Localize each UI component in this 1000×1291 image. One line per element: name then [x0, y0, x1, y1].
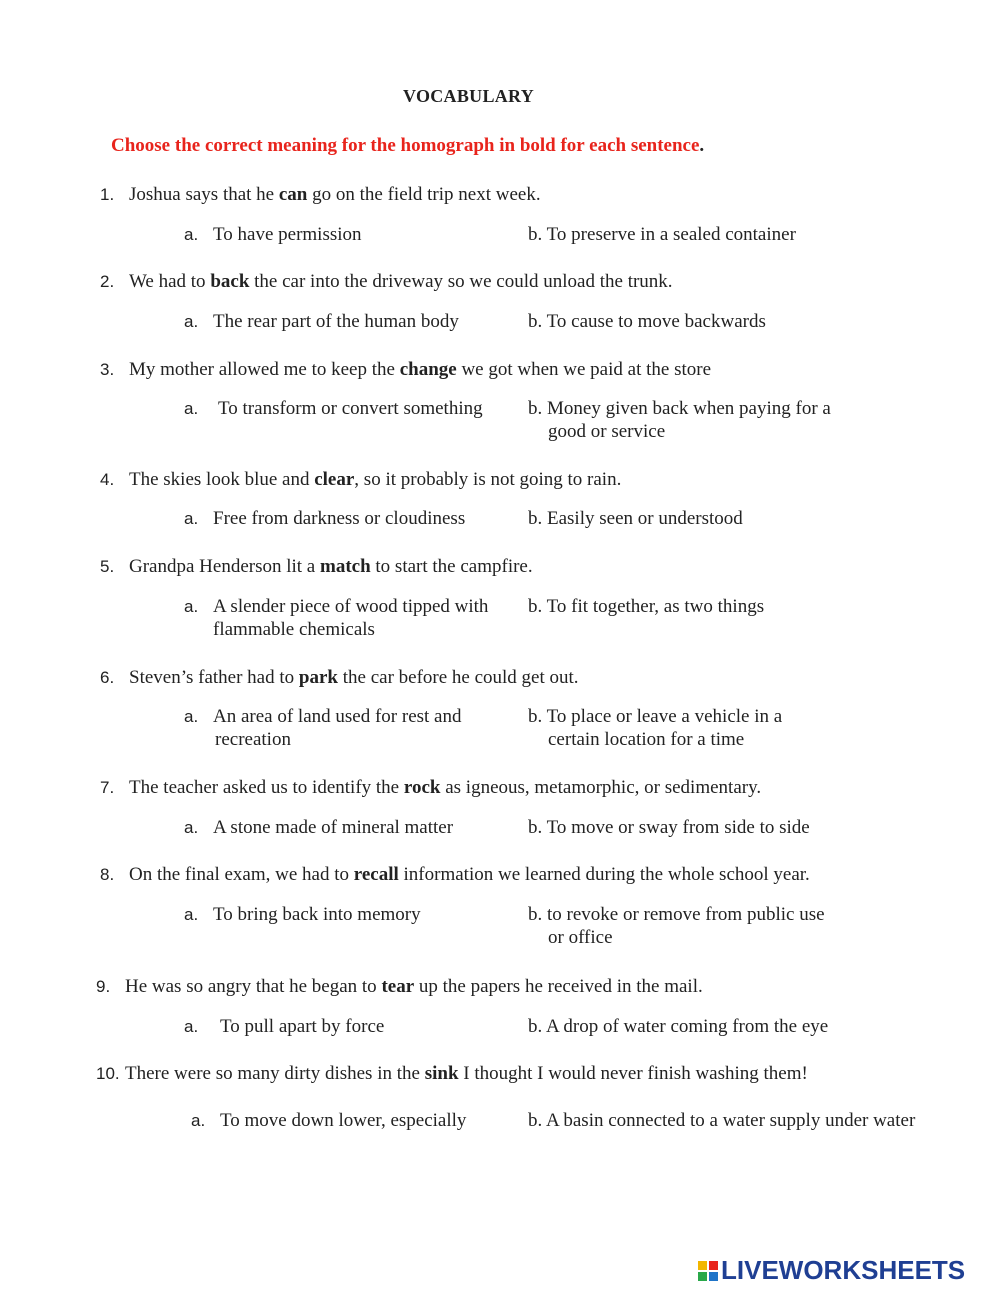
instruction-text: Choose the correct meaning for the homograph in bold for each sentence: [111, 135, 700, 156]
question-text: On the final exam, we had to: [129, 864, 354, 885]
question-text: Joshua says that he: [129, 184, 279, 205]
question-number: 4.: [100, 470, 115, 489]
option-a[interactable]: [184, 816, 453, 839]
question-text: My mother allowed me to keep the: [129, 359, 400, 380]
option-b[interactable]: [528, 223, 796, 246]
option-text: A stone made of mineral matter: [213, 817, 454, 838]
option-text: A slender piece of wood tipped with: [213, 596, 489, 617]
option-letter: a.: [184, 707, 199, 726]
question-number: 3.: [100, 360, 115, 379]
question-text: We had to: [129, 271, 211, 292]
question-text: Grandpa Henderson lit a: [129, 556, 320, 577]
option-letter: a.: [184, 225, 199, 244]
instruction: [111, 135, 704, 157]
option-text-cont: certain location for a time: [548, 729, 745, 750]
question-10: [96, 1063, 808, 1085]
question-text: Steven’s father had to: [129, 667, 299, 688]
homograph: back: [210, 271, 250, 292]
page-title: VOCABULARY: [403, 86, 535, 106]
option-text-cont: or office: [548, 927, 613, 948]
logo-blocks-icon: [698, 1261, 718, 1281]
question-number: 6.: [100, 668, 115, 687]
option-a[interactable]: [184, 1015, 384, 1038]
question-number: 2.: [100, 272, 115, 291]
option-text: b. to revoke or remove from public use: [528, 904, 825, 925]
option-letter: a.: [184, 597, 199, 616]
option-text: To move down lower, especially: [220, 1110, 467, 1131]
question-text: The teacher asked us to identify the: [129, 777, 404, 798]
question-number: 10.: [96, 1064, 120, 1083]
homograph: rock: [403, 777, 441, 798]
question-text: the car into the driveway so we could unload the trunk.: [249, 271, 673, 292]
homograph: park: [298, 667, 338, 688]
instruction-period: .: [699, 135, 705, 156]
option-letter: a.: [184, 399, 199, 418]
option-a[interactable]: [184, 705, 461, 751]
option-text: b. A drop of water coming from the eye: [528, 1016, 829, 1037]
option-a[interactable]: [191, 1109, 466, 1132]
option-text-cont: recreation: [215, 729, 291, 750]
option-text: To have permission: [213, 224, 362, 245]
option-letter: a.: [191, 1111, 206, 1130]
logo-text: LIVEWORKSHEETS: [721, 1255, 966, 1285]
question-7: [100, 777, 761, 799]
option-text: b. To move or sway from side to side: [528, 817, 810, 838]
question-5: [100, 556, 533, 578]
option-text: b. Money given back when paying for a: [528, 398, 831, 419]
question-number: 9.: [96, 977, 111, 996]
question-text: as igneous, metamorphic, or sedimentary.: [440, 777, 762, 798]
question-text: up the papers he received in the mail.: [414, 976, 703, 997]
question-text: to start the campfire.: [370, 556, 533, 577]
option-b[interactable]: [528, 507, 743, 530]
question-3: [100, 359, 711, 381]
option-a[interactable]: [184, 595, 488, 641]
option-text: b. To fit together, as two things: [528, 596, 765, 617]
option-a[interactable]: [184, 507, 465, 530]
option-text: The rear part of the human body: [213, 311, 459, 332]
question-6: [100, 667, 579, 689]
question-9: [96, 976, 703, 998]
question-number: 7.: [100, 778, 115, 797]
question-text: He was so angry that he began to: [125, 976, 382, 997]
option-letter: a.: [184, 905, 199, 924]
question-text: The skies look blue and: [129, 469, 315, 490]
option-b[interactable]: [528, 1109, 915, 1132]
option-letter: a.: [184, 1017, 199, 1036]
option-letter: a.: [184, 818, 199, 837]
question-text: the car before he could get out.: [337, 667, 579, 688]
option-text: b. Easily seen or understood: [528, 508, 743, 529]
option-text-cont: good or service: [548, 421, 666, 442]
homograph: can: [278, 184, 308, 205]
option-b[interactable]: [528, 310, 766, 333]
option-b[interactable]: [528, 903, 825, 949]
option-text-cont: flammable chemicals: [213, 619, 375, 640]
question-text: we got when we paid at the store: [456, 359, 711, 380]
option-a[interactable]: [184, 903, 421, 926]
question-text: information we learned during the whole school year.: [398, 864, 810, 885]
question-number: 1.: [100, 185, 115, 204]
homograph: tear: [381, 976, 415, 997]
logo-block: [709, 1272, 718, 1281]
option-b[interactable]: [528, 816, 810, 839]
homograph: match: [320, 556, 371, 577]
option-text: b. A basin connected to a water supply under water: [528, 1110, 916, 1131]
question-text: I thought I would never finish washing them!: [458, 1063, 808, 1084]
option-a[interactable]: [184, 223, 362, 246]
homograph: change: [399, 359, 457, 380]
option-text: An area of land used for rest and: [213, 706, 462, 727]
option-text: b. To place or leave a vehicle in a: [528, 706, 783, 727]
question-number: 8.: [100, 865, 115, 884]
question-1: [100, 184, 541, 206]
question-text: go on the field trip next week.: [307, 184, 541, 205]
question-8: [100, 864, 810, 886]
question-text: , so it probably is not going to rain.: [354, 469, 622, 490]
option-b[interactable]: [528, 1015, 828, 1038]
question-2: [100, 271, 673, 293]
option-letter: a.: [184, 312, 199, 331]
option-text: b. To cause to move backwards: [528, 311, 766, 332]
option-text: b. To preserve in a sealed container: [528, 224, 796, 245]
option-text: To pull apart by force: [220, 1016, 385, 1037]
option-letter: a.: [184, 509, 199, 528]
option-a[interactable]: [184, 310, 459, 333]
homograph: sink: [424, 1063, 459, 1084]
option-text: To bring back into memory: [213, 904, 421, 925]
question-4: [100, 469, 621, 491]
logo-block: [709, 1261, 718, 1270]
question-number: 5.: [100, 557, 115, 576]
option-text: Free from darkness or cloudiness: [213, 508, 466, 529]
liveworksheets-logo: [698, 1255, 965, 1286]
option-b[interactable]: [528, 705, 782, 751]
homograph: recall: [353, 864, 399, 885]
option-b[interactable]: [528, 595, 764, 618]
option-a[interactable]: [184, 397, 483, 420]
question-text: There were so many dirty dishes in the: [125, 1063, 425, 1084]
logo-block: [698, 1261, 707, 1270]
option-text: To transform or convert something: [218, 398, 483, 419]
option-b[interactable]: [528, 397, 831, 443]
logo-block: [698, 1272, 707, 1281]
homograph: clear: [314, 469, 355, 490]
